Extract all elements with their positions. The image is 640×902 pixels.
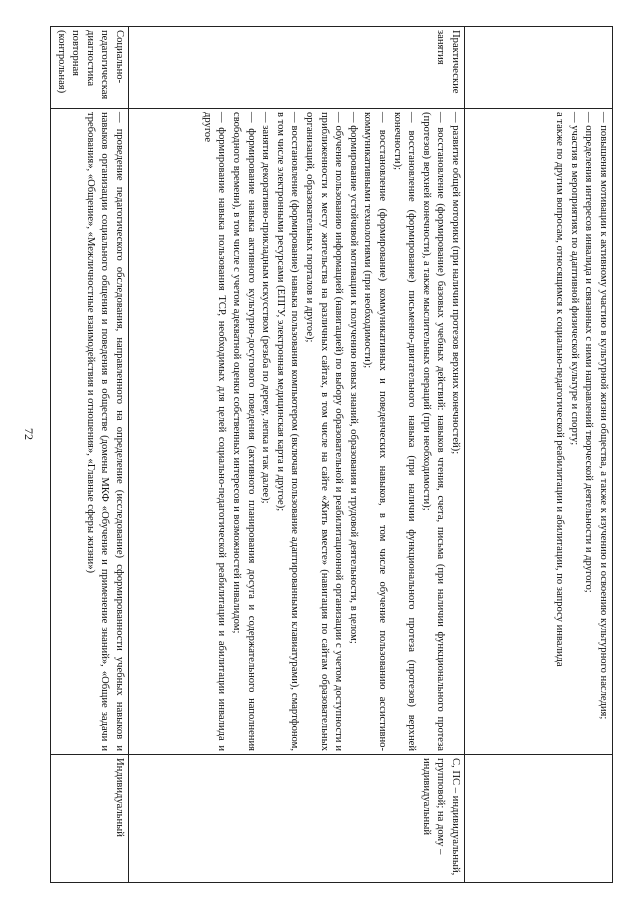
format-cell [51, 755, 129, 883]
list-item: — формирование навыка пользования ТСР, необходимых для целей социально-педагогической реабилитации и абилитации инвалида и другое [201, 112, 228, 751]
list-item: — формирование навыка активного культурно-досугового поведения (активного планирования досуга и содержательного наполнения свободного времени), в том числе с учетом адекватной оценки собственных интересов и возможностей инвалидом; [231, 112, 257, 751]
list-item: — обучение пользованию информацией (навигацией) по выбору образовательной и реабилитационной организации с учетом доступности и приближенности к месту жительства на различных сайтах, в том числе на сайте «Жить вместе» (навигация по сайтам образовательных организаций, образовательных порталов и другое); [304, 112, 345, 751]
table-row [51, 27, 129, 883]
format-cell [465, 755, 613, 883]
list-item: — восстановление (формирование) письменно-двигательного навыка (при наличии функционального протеза (протезов) верхней конечности); [391, 112, 418, 751]
format-label: Индивидуальный [114, 758, 125, 837]
rehabilitation-table [50, 26, 613, 883]
list-item: — проведение педагогического обследования, направленного на определение (исследование) сформированности учебных навыков и навыков организации социального общения и поведения в обществе (домены МКФ «Обучение и применение знаний», «Общие задачи и требования», «Общение», «Межличностные взаимодействия и отношения», «Главные сферы жизни») [84, 112, 125, 751]
section-label: Социально-педагогическая диагностика повторная (контрольная) [55, 30, 125, 100]
rotated-table-wrapper [55, 26, 613, 882]
content-cell [465, 109, 613, 755]
list-item: — восстановление (формирование) базовых учебных действий: навыков чтения, счета, письма (при наличии функционального протеза (протезов) верхней конечности), а также мыслительных операций (при необходимости); [420, 112, 447, 751]
content-cell [51, 109, 129, 755]
list-item: а также по другим вопросам, относящимся к социально-педагогической реабилитации и абилитации, по запросу инвалида [554, 112, 566, 667]
list-item: — формирование устойчивой мотивации к получению новых знаний, образования и трудовой деятельности, в целом; [347, 112, 359, 644]
page-number: 72 [22, 428, 36, 440]
list-item: — занятия декоративно-прикладным искусством (резьба по дереву, лепка и так далее); [260, 112, 272, 504]
section-cell [465, 27, 613, 109]
list-item: — повышения мотивации к активному участию в культурной жизни общества, а также к изучению и освоению культурного наследия; [598, 112, 609, 720]
format-cell [129, 755, 465, 883]
list-item: — участия в мероприятиях по адаптивной физической культуре и спорту; [568, 112, 580, 446]
section-label: Практические занятия [435, 30, 461, 94]
list-item: — развитие общей моторики (при наличии протезов верхних конечностей); [450, 112, 461, 455]
list-item: — определения интересов инвалида и связанных с ними направлений творческой деятельности и другого; [583, 112, 595, 593]
table-row [465, 27, 613, 883]
table-row [129, 27, 465, 883]
format-label: С, ПС – индивидуальный, групповой; на дому – индивидуальный [420, 758, 461, 876]
list-item: — восстановление (формирование) коммуникативных и поведенческих навыков, в том числе обучение пользованию ассистивно-коммуникативными технологиями (при необходимости); [362, 112, 389, 751]
content-cell [129, 109, 465, 755]
section-cell [51, 27, 129, 109]
section-cell [129, 27, 465, 109]
list-item: — восстановление (формирование) навыка пользования компьютером (включая пользование адаптированными клавиатурами), смартфоном, в том числе электронными ресурсами (ЕПГУ, электронная медицинская карта и другое); [274, 112, 301, 751]
